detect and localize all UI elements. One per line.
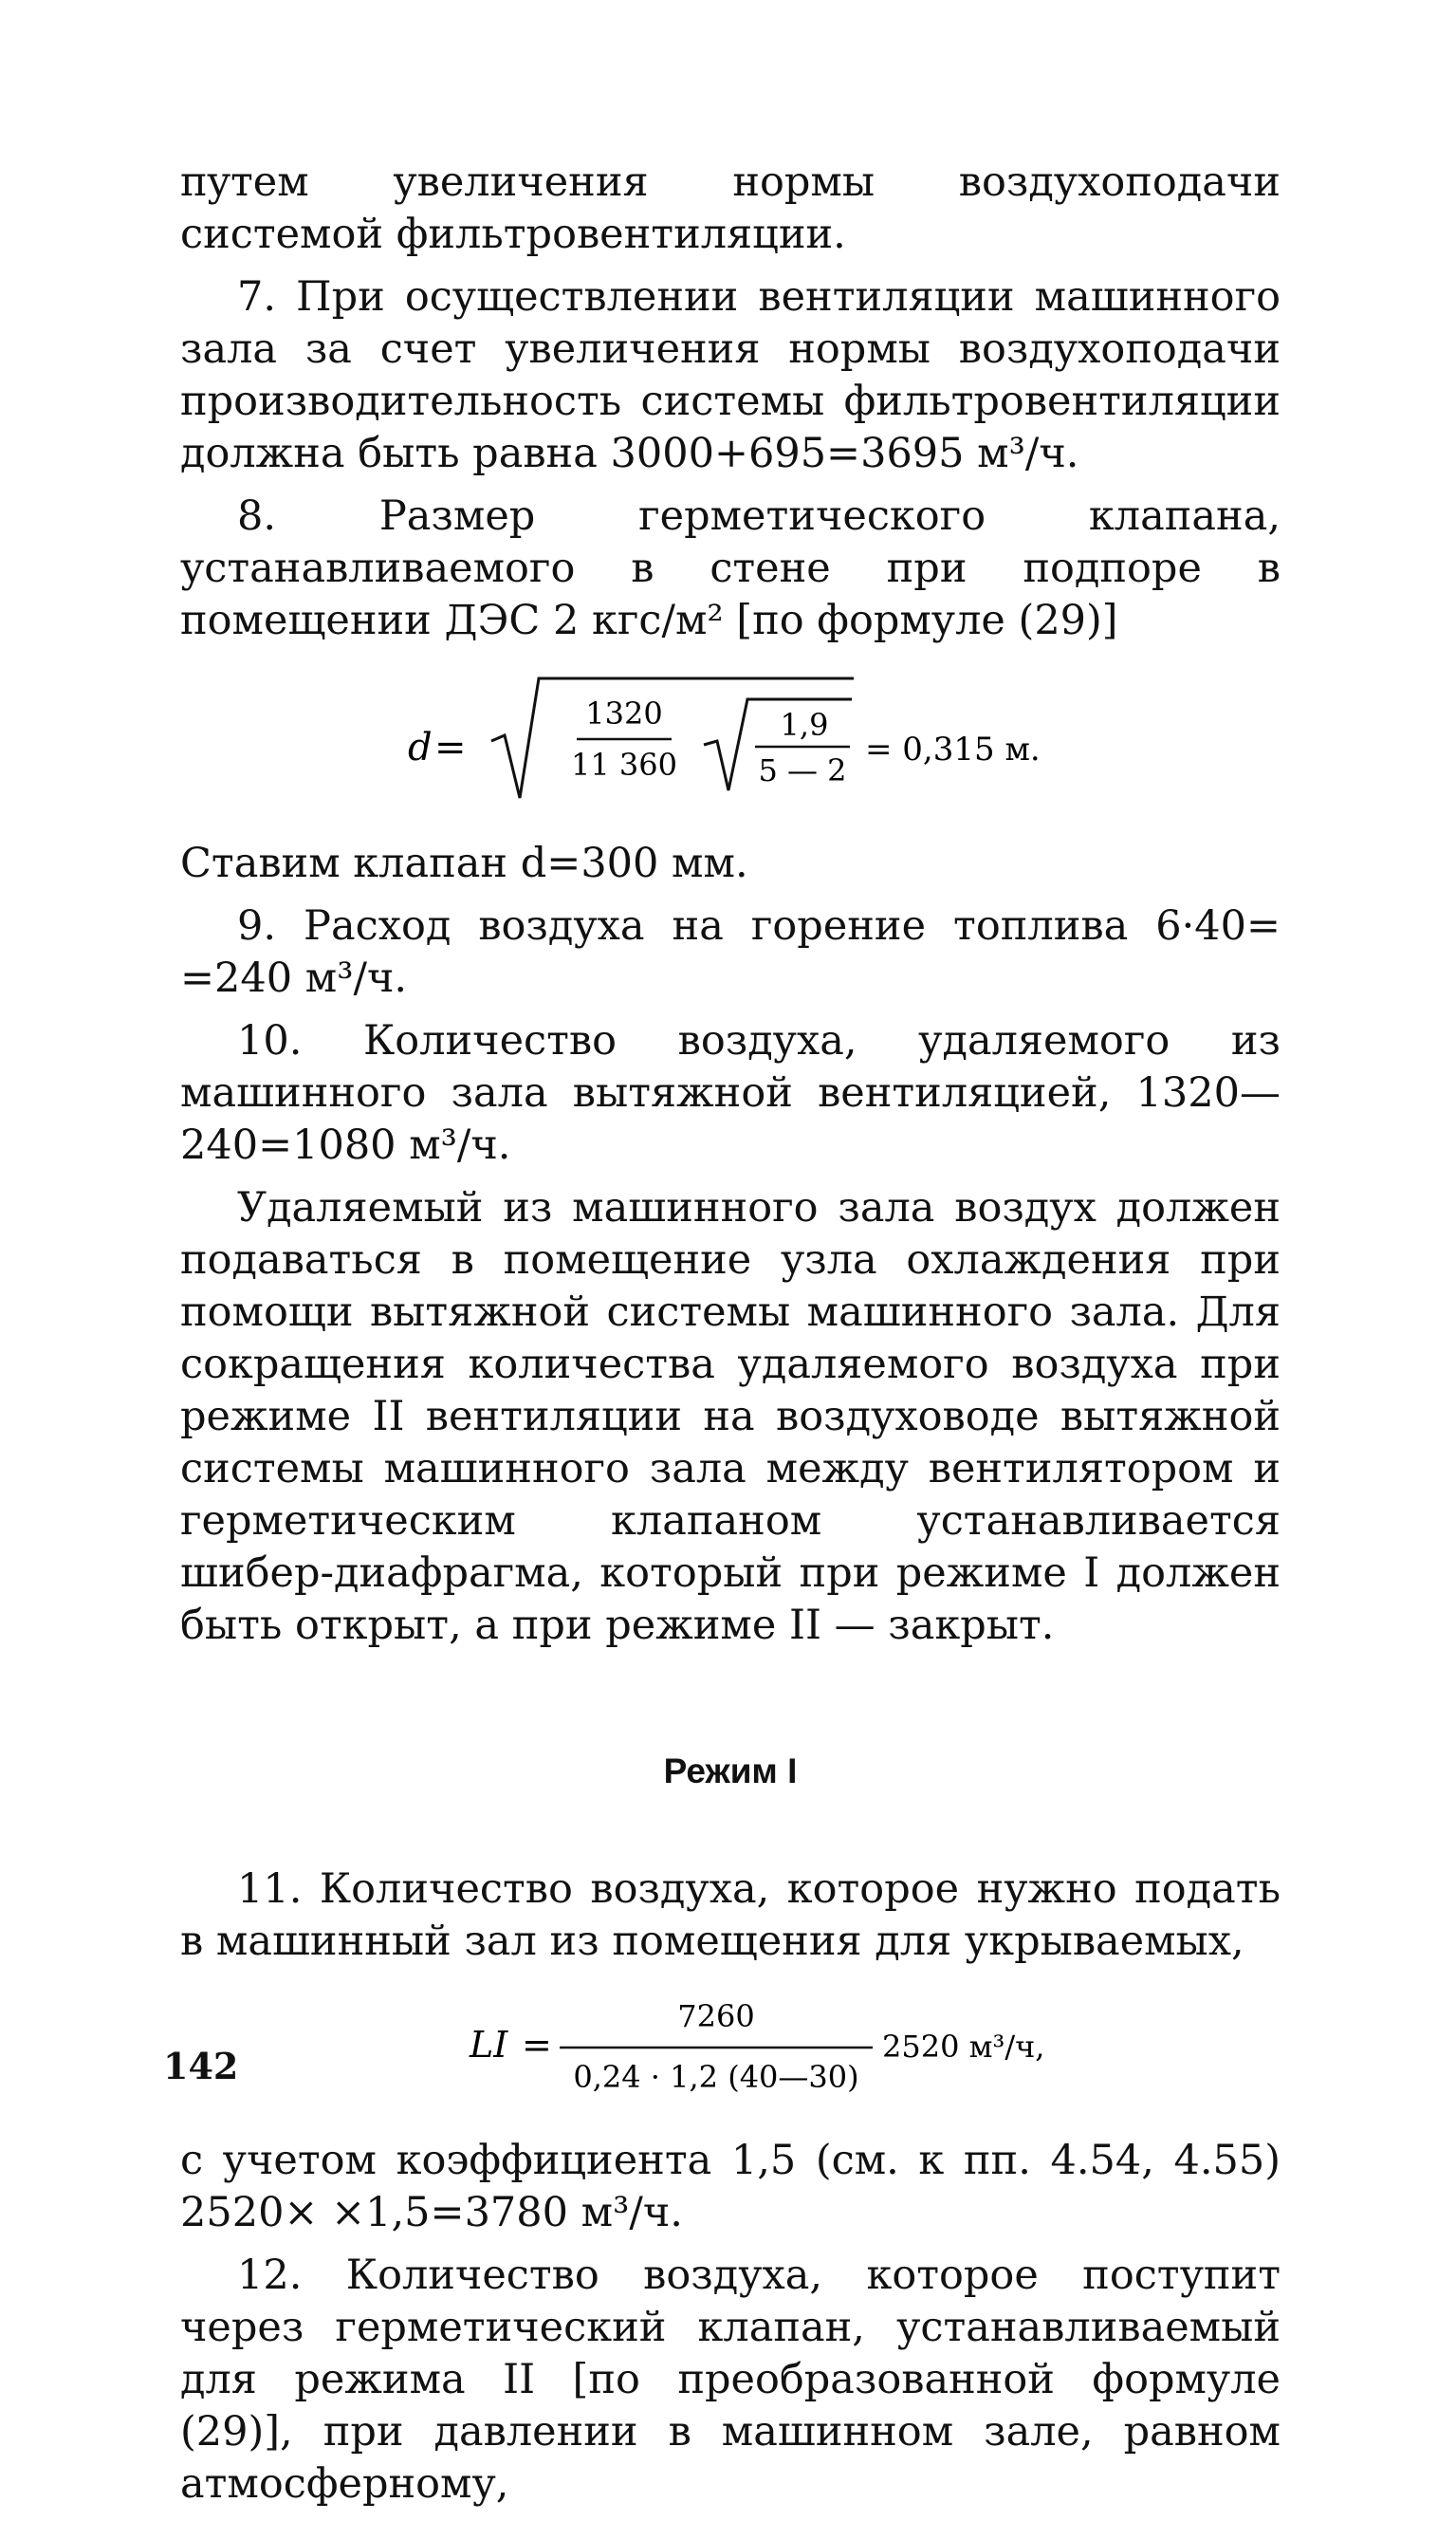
page-number: 142 bbox=[163, 2045, 239, 2087]
paragraph-exhaust: Удаляемый из машинного зала воздух должен подаваться в помещение узла охлаждения при помощи вытяжной системы машинного зала. Для сокращения количества удаляемого воздуха при режиме II вентиляции на воздуховоде вытяжной системы машинного зала между вентилятором и герметическим клапаном устанавливается шибер-диафрагма, который при режиме I должен быть открыт, а при режиме II — закрыт. bbox=[180, 1184, 1281, 1649]
formula-L-eq: = bbox=[522, 2024, 552, 2066]
formula-d-result: = 0,315 м. bbox=[865, 731, 1041, 769]
formula-L-result: 2520 м³/ч, bbox=[882, 2029, 1045, 2065]
paragraph-item-11: 11. Количество воздуха, которое нужно подать в машинный зал из помещения для укрываемых, bbox=[180, 1865, 1281, 1965]
formula-d-num1: 1320 bbox=[585, 695, 663, 732]
formula-d-num2: 1,9 bbox=[780, 707, 829, 743]
formula-d-eq: = bbox=[434, 726, 467, 769]
paragraph-valve-choice: Ставим клапан d=300 мм. bbox=[180, 840, 748, 887]
formula-L bbox=[180, 1985, 1281, 2108]
paragraph-item-7: 7. При осуществлении вентиляции машинного зала за счет увеличения нормы воздухоподачи производительность системы фильтровентиляции должна быть равна 3000+695=3695 м³/ч. bbox=[180, 273, 1281, 477]
formula-d-den1: 11 360 bbox=[571, 747, 677, 783]
formula-d-graphic bbox=[180, 658, 1281, 819]
formula-d bbox=[180, 658, 1281, 819]
formula-d-den2: 5 — 2 bbox=[758, 752, 847, 788]
paragraph-coefficient: с учетом коэффициента 1,5 (см. к пп. 4.54, 4.55) 2520× ×1,5=3780 м³/ч. bbox=[180, 2137, 1281, 2236]
formula-L-graphic bbox=[180, 1985, 1281, 2108]
paragraph-item-8: 8. Размер герметического клапана, устанавливаемого в стене при подпоре в помещении ДЭС 2 кгс/м² [по формуле (29)] bbox=[180, 492, 1281, 644]
text-column bbox=[180, 157, 1281, 2521]
section-heading: Режим I bbox=[663, 1752, 798, 1790]
formula-L-lhs: LI bbox=[470, 2024, 508, 2066]
formula-L-num: 7260 bbox=[677, 1998, 755, 2034]
paragraph-item-9: 9. Расход воздуха на горение топлива 6·40= =240 м³/ч. bbox=[180, 902, 1281, 1002]
paragraph-item-10: 10. Количество воздуха, удаляемого из машинного зала вытяжной вентиляцией, 1320—240=1080 м³/ч. bbox=[180, 1017, 1281, 1169]
formula-L-den: 0,24 · 1,2 (40—30) bbox=[573, 2059, 859, 2095]
paragraph-item-12: 12. Количество воздуха, которое поступит через герметический клапан, устанавливаемый для режима II [по преобразованной формуле (29)], при давлении в машинном зале, равном атмосферному, bbox=[180, 2252, 1281, 2508]
formula-d-lhs: d bbox=[408, 726, 433, 769]
paragraph-continuation: пyтем увеличения нормы воздухоподачи системой фильтровентиляции. bbox=[180, 158, 1281, 258]
